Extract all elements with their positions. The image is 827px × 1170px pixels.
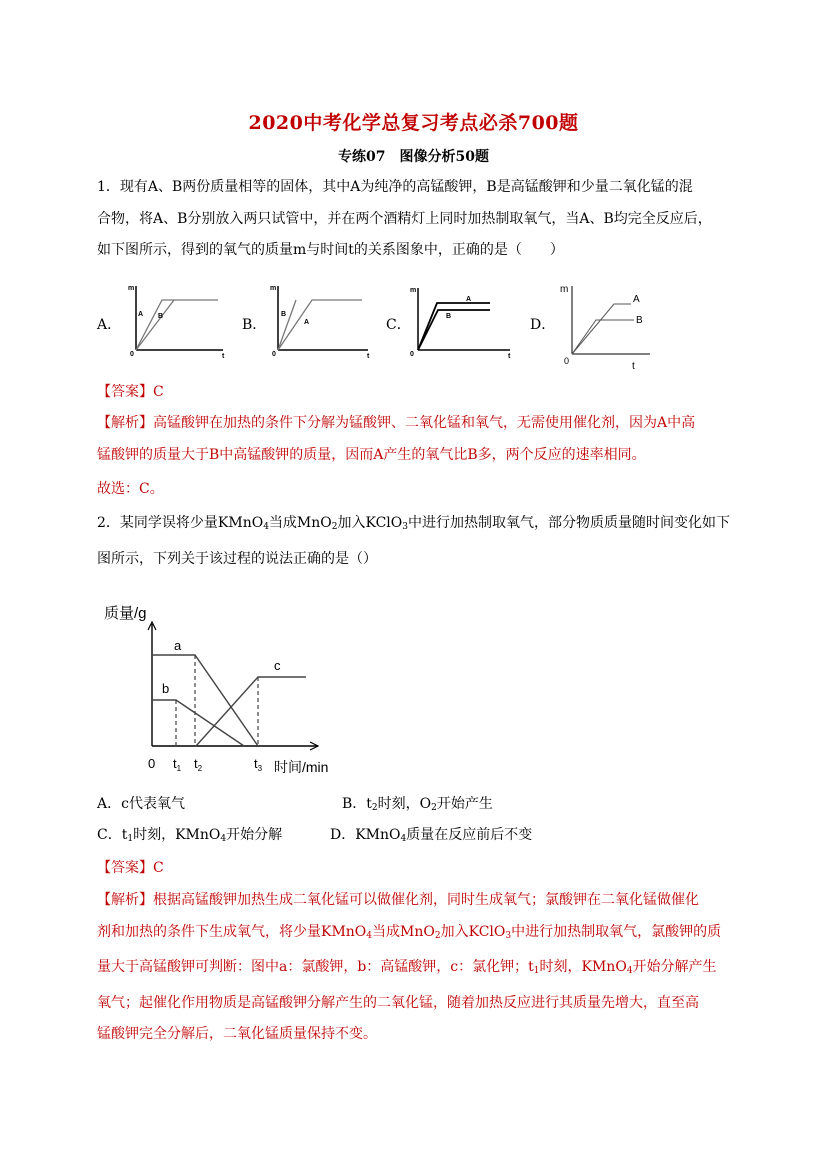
q2-mass-time-graph <box>96 592 346 782</box>
q2-analysis-line: 锰酸钾完全分解后，二氧化锰质量保持不变。 <box>97 1026 377 1042</box>
q2-analysis-line: 剂和加热的条件下生成氧气，将少量KMnO$_4$当成MnO$_2$加入KClO$_3$中进行加热制取氧气，氯酸钾的质 <box>97 923 722 941</box>
curve-c-label: c <box>274 658 281 673</box>
axis-t-label: t <box>508 353 511 360</box>
origin-label: 0 <box>130 351 134 358</box>
q1-graph-a <box>118 280 228 362</box>
origin-label: 0 <box>272 351 276 358</box>
q2-analysis-line: 氧气；起催化作用物质是高锰酸钾分解产生的二氧化锰，随着加热反应进行其质量先增大，直至高 <box>97 994 699 1011</box>
q1-option-a-label: A． <box>97 317 122 333</box>
question-2 <box>97 508 733 575</box>
y-axis-label: 质量/g <box>104 605 147 622</box>
axis-m-label: m <box>560 284 569 295</box>
tick-t2: $t_2$ <box>194 756 203 773</box>
q2-answer: 【答案】C <box>97 860 164 876</box>
axis-m-label: m <box>410 287 417 294</box>
question-1-line: 1．现有A、B两份质量相等的固体，其中A为纯净的高锰酸钾，B是高锰酸钾和少量二氧化锰的混 <box>97 179 693 195</box>
q2-option-c: C．$t_1$时刻，KMnO$_4$开始分解 <box>97 827 283 844</box>
curve-a-label: a <box>174 638 182 653</box>
q1-conclusion: 故选：C。 <box>97 481 164 497</box>
origin-label: 0 <box>410 351 414 358</box>
axis-t-label: t <box>367 353 370 360</box>
q1-analysis <box>97 408 733 471</box>
question-1-line: 合物，将A、B分别放入两只试管中，并在两个酒精灯上同时加热制取氧气，当A、B均完全反应后， <box>97 210 712 227</box>
curve-b-label: B <box>158 313 164 320</box>
q1-analysis-line: 【解析】高锰酸钾在加热的条件下分解为锰酸钾、二氧化锰和氧气，无需使用催化剂，因为A中高 <box>97 415 696 431</box>
q1-option-d-label: D． <box>530 317 556 333</box>
tick-t3: $t_3$ <box>254 756 263 773</box>
question-1-line: 如下图所示，得到的氧气的质量m与时间t的关系图象中，正确的是（ ） <box>97 242 564 258</box>
q2-analysis <box>97 885 733 1051</box>
q1-option-b-label: B． <box>242 317 267 333</box>
q2-analysis-line: 【解析】根据高锰酸钾加热生成二氧化锰可以做催化剂，同时生成氧气；氯酸钾在二氧化锰做催化 <box>97 892 699 908</box>
axis-m-label: m <box>270 285 277 292</box>
q2-option-b: B．$t_2$时刻，$O_2$开始产生 <box>342 796 493 813</box>
question-1 <box>97 172 733 267</box>
q1-answer: 【答案】C <box>97 384 164 400</box>
curve-b-label: B <box>281 311 287 318</box>
axis-m-label: m <box>128 285 135 292</box>
curve-a-label: A <box>466 296 472 303</box>
q2-option-a: A．c代表氧气 <box>97 796 185 812</box>
tick-t1: $t_1$ <box>173 756 182 773</box>
q1-graph-d <box>556 280 656 372</box>
axis-t-label: t <box>632 361 635 372</box>
q1-option-c-label: C． <box>386 317 411 333</box>
q1-analysis-line: 锰酸钾的质量大于B中高锰酸钾的质量，因而A产生的氧气比B多，两个反应的速率相同。 <box>97 446 646 463</box>
q1-graph-c <box>404 280 516 362</box>
page-subtitle: 专练07 图像分析50题 <box>338 149 489 165</box>
q2-analysis-line: 量大于高锰酸钾可判断：图中a：氯酸钾，b：高锰酸钾，c：氯化钾；$t_1$时刻，KMnO$_4$开始分解产生 <box>97 959 717 976</box>
curve-a-label: A <box>304 319 310 326</box>
origin-label: 0 <box>148 756 156 771</box>
axis-t-label: t <box>222 353 225 360</box>
curve-b-label: b <box>162 681 170 696</box>
question-2-line-1: 2．某同学误将少量KMnO$_4$当成MnO$_2$加入KClO$_3$中进行加热制取氧气，部分物质质量随时间变化如下 <box>97 515 730 532</box>
q1-graph-b <box>262 280 374 362</box>
curve-a-label: A <box>138 311 144 318</box>
page-title: 2020中考化学总复习考点必杀700题 <box>248 112 579 134</box>
x-axis-label: 时间/min <box>274 759 329 775</box>
curve-b-label: B <box>636 315 643 326</box>
origin-label: 0 <box>564 356 570 366</box>
curve-b-label: B <box>446 313 452 320</box>
question-2-line-2: 图所示，下列关于该过程的说法正确的是（） <box>97 550 377 567</box>
q2-option-d: D．KMnO$_4$质量在反应前后不变 <box>330 827 533 844</box>
curve-a-label: A <box>633 294 640 305</box>
